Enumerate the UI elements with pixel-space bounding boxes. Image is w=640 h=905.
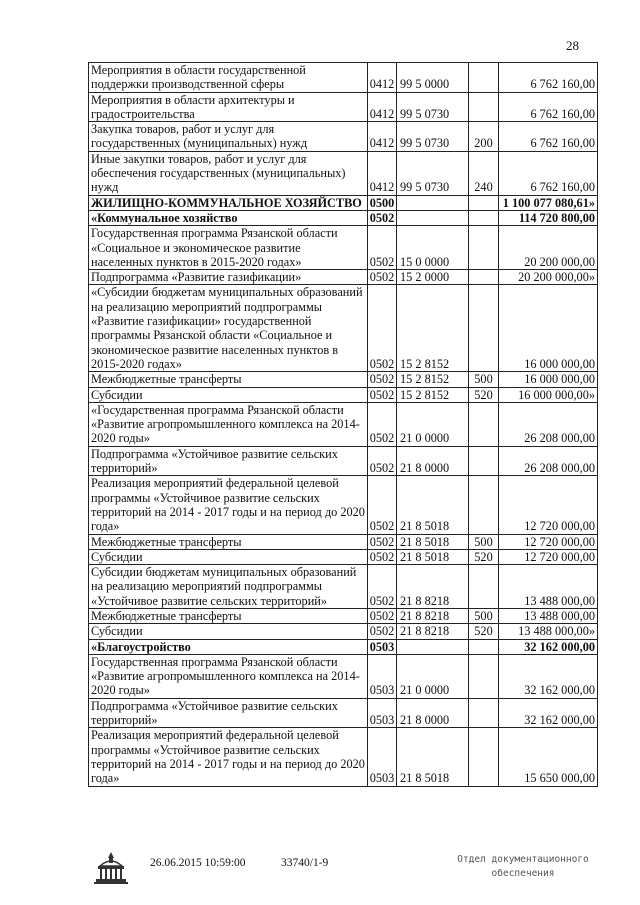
row-amount-cell: 20 200 000,00 [499,226,598,270]
row-vr-cell [469,195,499,210]
row-csr-cell: 21 8 8218 [397,608,469,623]
row-vr-cell [469,654,499,698]
row-csr-cell: 21 8 5018 [397,534,469,549]
row-vr-cell: 500 [469,534,499,549]
table-row [89,372,598,387]
table-row [89,195,598,210]
row-name-cell: Мероприятия в области государственной поддержки производственной сферы [89,63,368,93]
row-section-cell: 0502 [368,285,397,372]
table-row [89,270,598,285]
row-csr-cell: 21 8 8218 [397,565,469,609]
row-csr-cell: 15 2 8152 [397,387,469,402]
table-row [89,122,598,152]
row-csr-cell: 99 5 0730 [397,151,469,195]
row-section-cell: 0503 [368,639,397,654]
row-name-cell: Иные закупки товаров, работ и услуг для обеспечения государственных (муниципальных) нужд [89,151,368,195]
row-name-cell: Межбюджетные трансферты [89,534,368,549]
row-amount-cell: 20 200 000,00» [499,270,598,285]
building-emblem-icon [92,850,130,886]
row-vr-cell: 500 [469,372,499,387]
department-stamp [448,853,598,881]
row-amount-cell: 13 488 000,00 [499,565,598,609]
row-section-cell: 0502 [368,226,397,270]
row-vr-cell: 520 [469,387,499,402]
row-csr-cell: 21 8 0000 [397,446,469,476]
row-section-cell: 0502 [368,534,397,549]
row-section-cell: 0412 [368,92,397,122]
row-section-cell: 0502 [368,372,397,387]
row-vr-cell [469,210,499,225]
row-name-cell: Государственная программа Рязанской области «Социальное и экономическое развитие населенных пунктов в 2015-2020 годах» [89,226,368,270]
row-csr-cell: 15 2 8152 [397,285,469,372]
row-amount-cell: 1 100 077 080,61» [499,195,598,210]
row-csr-cell: 99 5 0730 [397,92,469,122]
row-name-cell: Субсидии [89,549,368,564]
row-csr-cell: 21 8 5018 [397,728,469,786]
row-name-cell: Межбюджетные трансферты [89,608,368,623]
row-section-cell: 0502 [368,210,397,225]
row-section-cell: 0503 [368,698,397,728]
row-name-cell: Субсидии [89,624,368,639]
row-section-cell: 0412 [368,63,397,93]
row-section-cell: 0502 [368,446,397,476]
row-csr-cell: 15 0 0000 [397,226,469,270]
row-name-cell: Субсидии [89,387,368,402]
row-section-cell: 0500 [368,195,397,210]
row-vr-cell [469,402,499,446]
row-amount-cell: 6 762 160,00 [499,122,598,152]
table-row [89,624,598,639]
row-section-cell: 0502 [368,608,397,623]
row-vr-cell [469,446,499,476]
row-section-cell: 0503 [368,654,397,698]
row-csr-cell: 21 0 0000 [397,654,469,698]
row-name-cell: Реализация мероприятий федеральной целевой программы «Устойчивое развитие сельских территорий на 2014 - 2017 годы и на период до 2020 года» [89,728,368,786]
row-amount-cell: 16 000 000,00 [499,372,598,387]
row-name-cell: Подпрограмма «Развитие газификации» [89,270,368,285]
row-vr-cell [469,285,499,372]
row-name-cell: Государственная программа Рязанской области «Развитие агропромышленного комплекса на 2014-2020 годы» [89,654,368,698]
row-amount-cell: 13 488 000,00 [499,608,598,623]
table-row [89,534,598,549]
row-csr-cell: 21 8 0000 [397,698,469,728]
table-row [89,402,598,446]
table-row [89,698,598,728]
row-amount-cell: 16 000 000,00 [499,285,598,372]
row-csr-cell: 99 5 0000 [397,63,469,93]
row-name-cell: Подпрограмма «Устойчивое развитие сельских территорий» [89,698,368,728]
row-amount-cell: 12 720 000,00 [499,476,598,534]
footer-datetime: 26.06.2015 10:59:00 [150,857,246,869]
row-name-cell: Межбюджетные трансферты [89,372,368,387]
table-row [89,63,598,93]
row-amount-cell: 16 000 000,00» [499,387,598,402]
row-amount-cell: 32 162 000,00 [499,654,598,698]
row-csr-cell: 21 8 5018 [397,476,469,534]
row-amount-cell: 12 720 000,00 [499,549,598,564]
table-row [89,654,598,698]
row-vr-cell [469,476,499,534]
row-section-cell: 0502 [368,624,397,639]
row-vr-cell [469,565,499,609]
row-vr-cell: 240 [469,151,499,195]
table-row [89,639,598,654]
row-vr-cell: 200 [469,122,499,152]
row-name-cell: Субсидии бюджетам муниципальных образований на реализацию мероприятий подпрограммы «Устойчивое развитие сельских территорий» [89,565,368,609]
table-row [89,285,598,372]
row-amount-cell: 12 720 000,00 [499,534,598,549]
row-name-cell: ЖИЛИЩНО-КОММУНАЛЬНОЕ ХОЗЯЙСТВО [89,195,368,210]
stamp-line-1: Отдел документационного [457,854,589,865]
row-amount-cell: 6 762 160,00 [499,92,598,122]
row-csr-cell: 15 2 0000 [397,270,469,285]
table-row [89,476,598,534]
row-section-cell: 0503 [368,728,397,786]
table-row [89,446,598,476]
row-csr-cell: 99 5 0730 [397,122,469,152]
row-section-cell: 0502 [368,549,397,564]
row-vr-cell: 520 [469,549,499,564]
table-row [89,565,598,609]
row-amount-cell: 32 162 000,00 [499,639,598,654]
row-name-cell: Закупка товаров, работ и услуг для государственных (муниципальных) нужд [89,122,368,152]
row-amount-cell: 26 208 000,00 [499,446,598,476]
row-csr-cell: 21 8 5018 [397,549,469,564]
row-csr-cell: 21 0 0000 [397,402,469,446]
row-name-cell: «Коммунальное хозяйство [89,210,368,225]
row-section-cell: 0502 [368,402,397,446]
row-amount-cell: 114 720 800,00 [499,210,598,225]
budget-table [88,62,598,787]
row-vr-cell [469,728,499,786]
row-csr-cell [397,210,469,225]
row-name-cell: Реализация мероприятий федеральной целевой программы «Устойчивое развитие сельских территорий на 2014 - 2017 годы и на период до 2020 года» [89,476,368,534]
row-vr-cell [469,639,499,654]
row-amount-cell: 26 208 000,00 [499,402,598,446]
row-vr-cell: 520 [469,624,499,639]
row-name-cell: «Благоустройство [89,639,368,654]
table-row [89,151,598,195]
row-section-cell: 0502 [368,565,397,609]
table-row [89,226,598,270]
table-row [89,210,598,225]
row-vr-cell [469,698,499,728]
table-row [89,92,598,122]
row-vr-cell [469,270,499,285]
row-section-cell: 0502 [368,387,397,402]
row-csr-cell [397,639,469,654]
row-csr-cell: 21 8 8218 [397,624,469,639]
row-csr-cell: 15 2 8152 [397,372,469,387]
row-amount-cell: 13 488 000,00» [499,624,598,639]
row-name-cell: Подпрограмма «Устойчивое развитие сельских территорий» [89,446,368,476]
row-vr-cell [469,92,499,122]
row-vr-cell [469,226,499,270]
row-amount-cell: 6 762 160,00 [499,63,598,93]
row-amount-cell: 15 650 000,00 [499,728,598,786]
page-number: 28 [566,38,579,53]
row-section-cell: 0502 [368,476,397,534]
table-row [89,608,598,623]
row-section-cell: 0502 [368,270,397,285]
footer-doc-id: 33740/1-9 [281,857,329,869]
row-section-cell: 0412 [368,122,397,152]
budget-table-body [89,63,598,787]
row-amount-cell: 32 162 000,00 [499,698,598,728]
table-row [89,549,598,564]
row-name-cell: «Субсидии бюджетам муниципальных образований на реализацию мероприятий подпрограммы «Развитие газификации» государственной программы Рязанской области «Социальное и экономическое развитие населенных пунктов в 2015-2020 годах» [89,285,368,372]
row-name-cell: Мероприятия в области архитектуры и градостроительства [89,92,368,122]
row-amount-cell: 6 762 160,00 [499,151,598,195]
table-row [89,728,598,786]
row-section-cell: 0412 [368,151,397,195]
row-name-cell: «Государственная программа Рязанской области «Развитие агропромышленного комплекса на 2014-2020 годы» [89,402,368,446]
row-vr-cell: 500 [469,608,499,623]
table-row [89,387,598,402]
row-csr-cell [397,195,469,210]
stamp-line-2: обеспечения [491,868,555,879]
row-vr-cell [469,63,499,93]
